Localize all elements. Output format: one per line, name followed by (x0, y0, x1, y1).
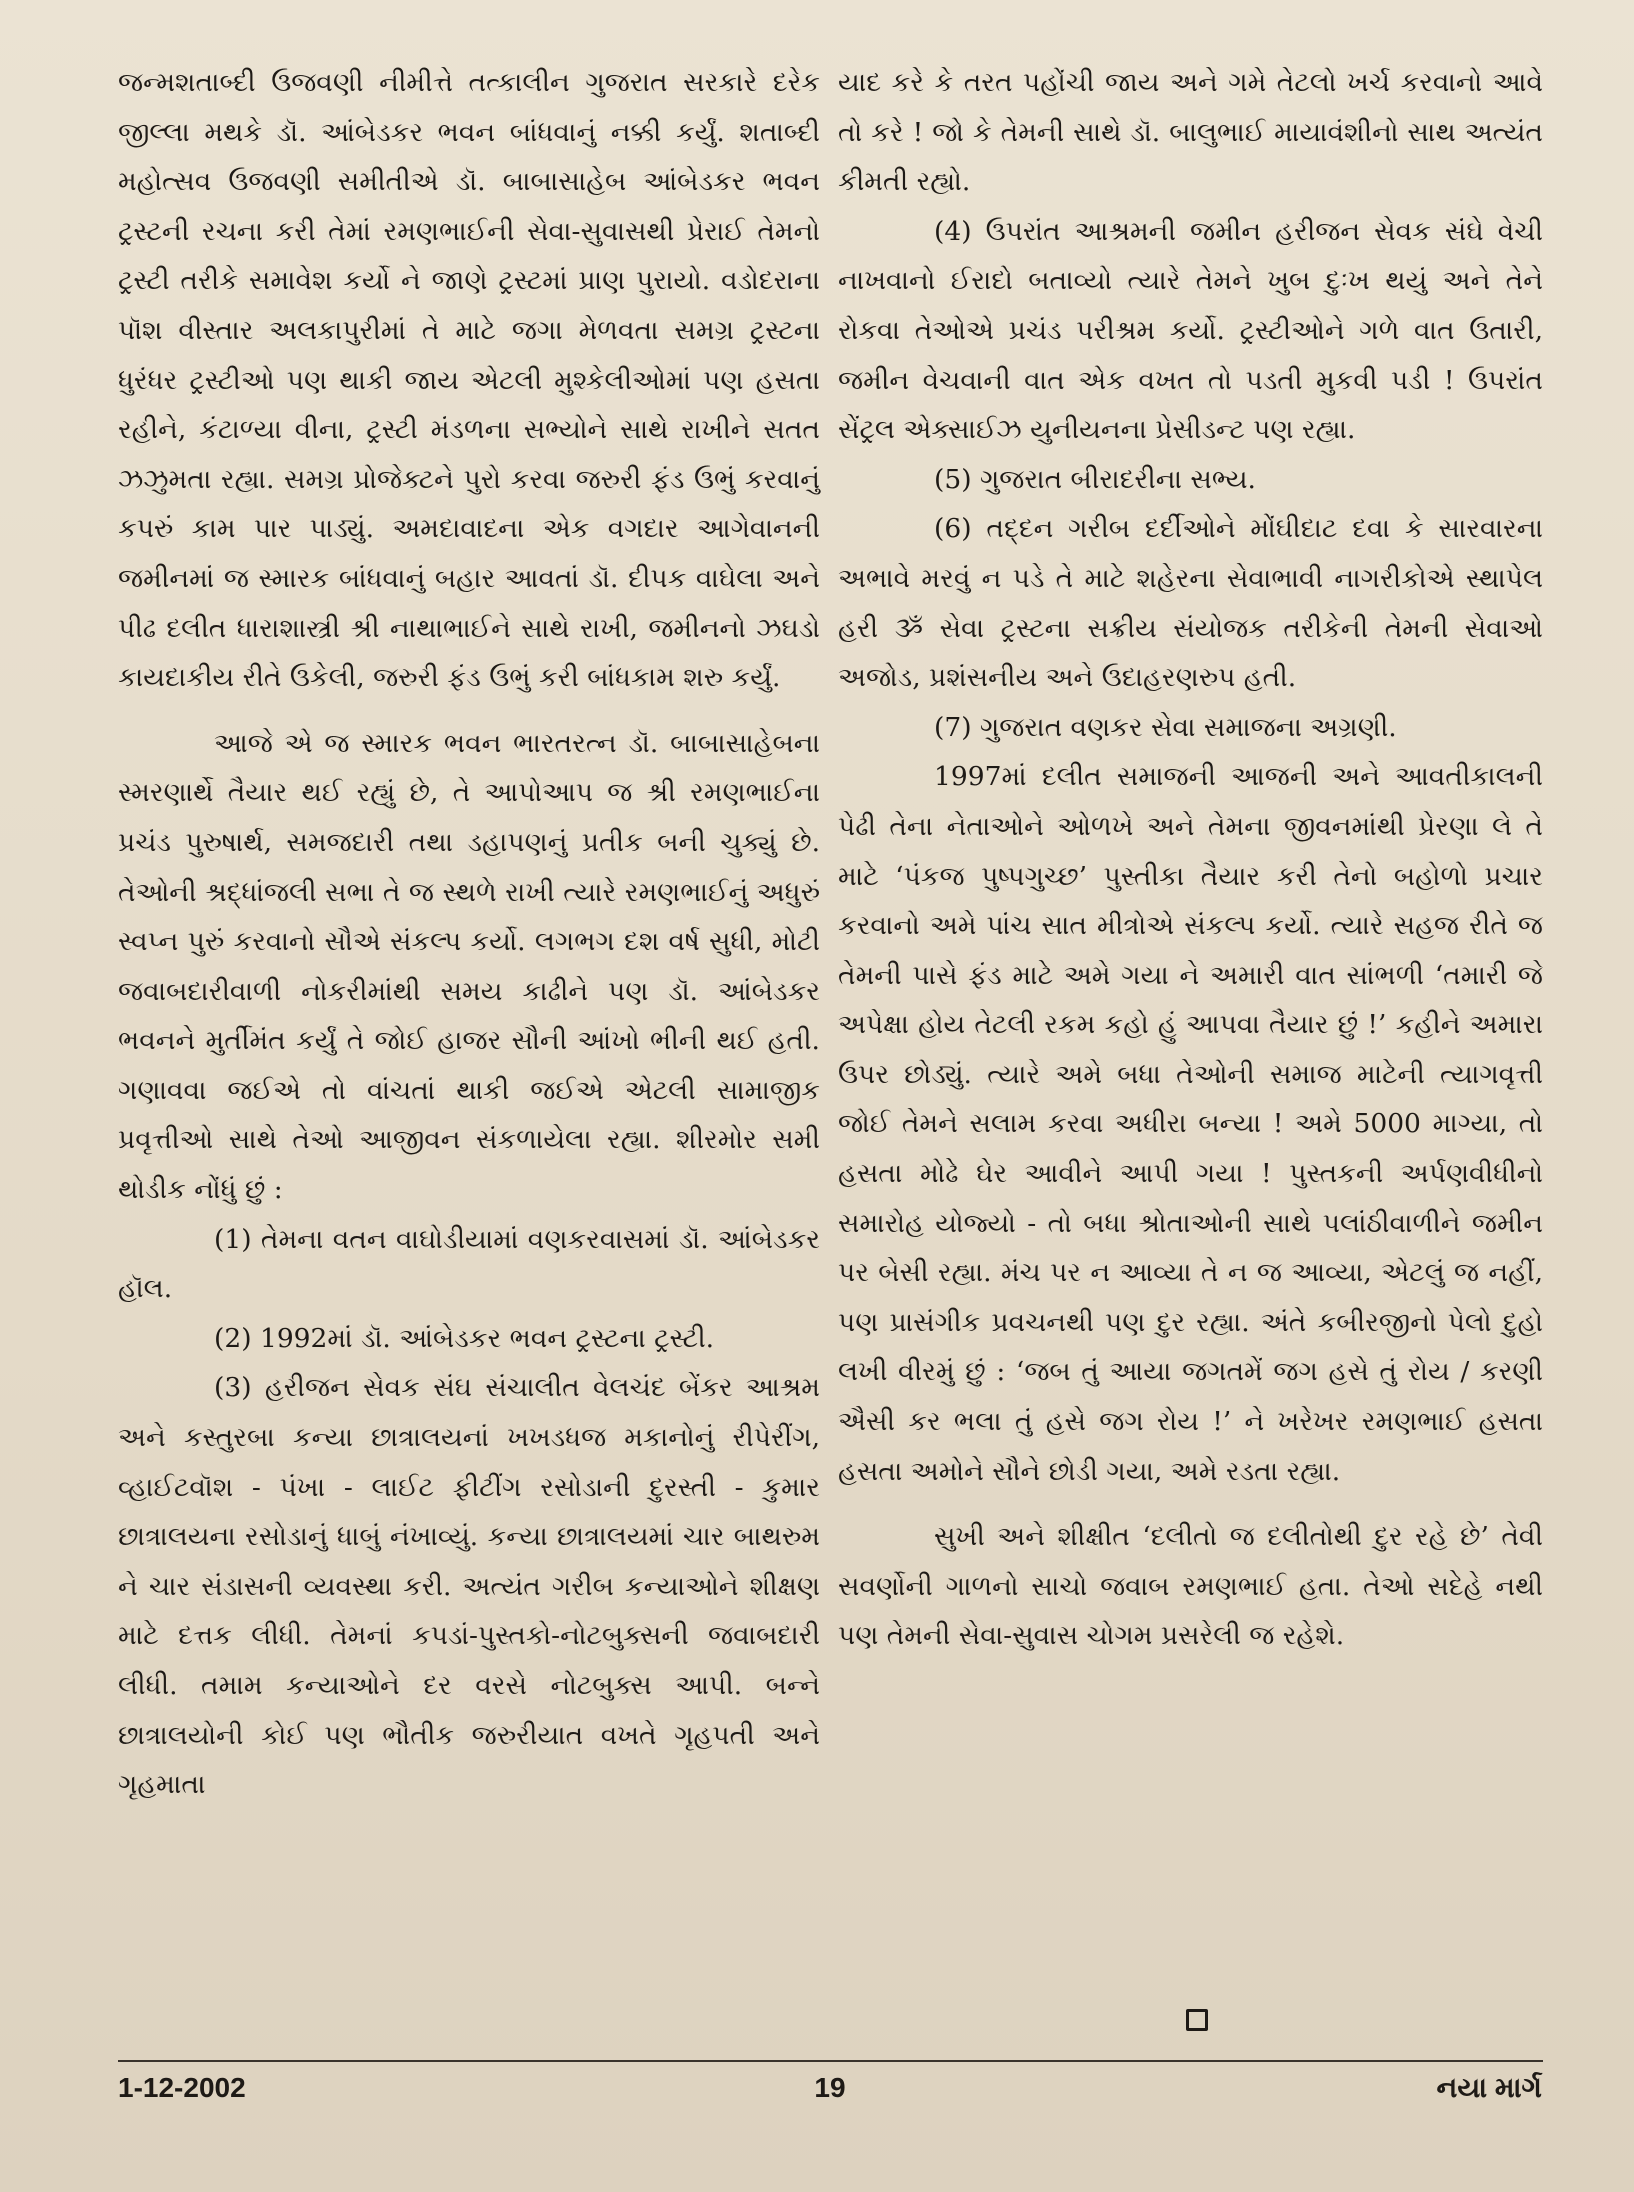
list-item-3: (3) હરીજન સેવક સંઘ સંચાલીત વેલચંદ બેંકર આશ્રમ અને કસ્તુરબા કન્યા છાત્રાલયનાં ખખડધજ મકાનોનું રીપેરીંગ, વ્હાઈટવૉશ - પંખા - લાઈટ ફીટીંગ રસોડાની દુરસ્તી - કુમાર છાત્રાલયના રસોડાનું ધાબું નંખાવ્યું. કન્યા છાત્રાલયમાં ચાર બાથરુમ ને ચાર સંડાસની વ્યવસ્થા કરી. અત્યંત ગરીબ કન્યાઓને શીક્ષણ માટે દત્તક લીધી. તેમનાં કપડાં-પુસ્તકો-નોટબુક્સની જવાબદારી લીધી. તમામ કન્યાઓને દર વરસે નોટબુક્સ આપી. બન્ને છાત્રાલયોની કોઈ પણ ભૌતીક જરુરીયાત વખતે ગૃહપતી અને ગૃહમાતા (118, 1372, 820, 1801)
list-item-1: (1) તેમના વતન વાઘોડીયામાં વણકરવાસમાં ડૉ. આંબેડકર હૉલ. (118, 1223, 820, 1305)
page-number: 19 (814, 2072, 846, 2103)
list-item-2: (2) 1992માં ડૉ. આંબેડકર ભવન ટ્રસ્ટના ટ્રસ્ટી. (214, 1322, 715, 1354)
right-paragraph-closing: સુખી અને શીક્ષીત ‘દલીતો જ દલીતોથી દુર રહે છે’ તેવી સવર્ણોની ગાળનો સાચો જવાબ રમણભાઈ હતા. તેઓ સદેહે નથી પણ તેમની સેવા-સુવાસ ચોગમ પ્રસરેલી જ રહેશે. (838, 1521, 1543, 1652)
list-item-5: (5) ગુજરાત બીરાદરીના સભ્ય. (934, 463, 1256, 495)
right-paragraph-story: 1997માં દલીત સમાજની આજની અને આવતીકાલની પેઢી તેના નેતાઓને ઓળખે અને તેમના જીવનમાંથી પ્રેરણા લે તે માટે ‘પંકજ પુષ્પગુચ્છ’ પુસ્તીકા તૈયાર કરી તેનો બહોળો પ્રચાર કરવાનો અમે પાંચ સાત મીત્રોએ સંકલ્પ કર્યો. ત્યારે સહજ રીતે જ તેમની પાસે ફંડ માટે અમે ગયા ને અમારી વાત સાંભળી ‘તમારી જે અપેક્ષા હોય તેટલી રકમ કહો હું આપવા તૈયાર છું !’ કહીને અમારા ઉપર છોડ્યું. ત્યારે અમે બધા તેઓની સમાજ માટેની ત્યાગવૃત્તી જોઈ તેમને સલામ કરવા અધીરા બન્યા ! અમે 5000 માગ્યા, તો હસતા મોઢે ઘેર આવીને આપી ગયા ! પુસ્તકની અર્પણવીધીનો સમારોહ યોજ્યો - તો બધા શ્રોતાઓની સાથે પલાંઠીવાળીને જમીન પર બેસી રહ્યા. મંચ પર ન આવ્યા તે ન જ આવ્યા, એટલું જ નહીં, પણ પ્રાસંગીક પ્રવચનથી પણ દુર રહ્યા. અંતે કબીરજીનો પેલો દુહો લખી વીરમું છું : ‘જબ તું આયા જગતમેં જગ હસે તું રોય / કરણી ઐસી કર ભલા તું હસે જગ રોય !’ ને ખરેખર રમણભાઈ હસતા હસતા અમોને સૌને છોડી ગયા, અમે રડતા રહ્યા. (838, 761, 1543, 1487)
right-column (838, 58, 1543, 1661)
left-paragraph-2: આજે એ જ સ્મારક ભવન ભારતરત્ન ડૉ. બાબાસાહેબના સ્મરણાર્થે તૈયાર થઈ રહ્યું છે, તે આપોઆપ જ શ્રી રમણભાઈના પ્રચંડ પુરુષાર્થ, સમજદારી તથા ડહાપણનું પ્રતીક બની ચુક્યું છે. તેઓની શ્રદ્ધાંજલી સભા તે જ સ્થળે રાખી ત્યારે રમણભાઈનું અધુરું સ્વપ્ન પુરું કરવાનો સૌએ સંકલ્પ કર્યો. લગભગ દશ વર્ષ સુધી, મોટી જવાબદારીવાળી નોકરીમાંથી સમય કાઢીને પણ ડૉ. આંબેડકર ભવનને મુર્તીમંત કર્યું તે જોઈ હાજર સૌની આંખો ભીની થઈ હતી. ગણાવવા જઈએ તો વાંચતાં થાકી જઈએ એટલી સામાજીક પ્રવૃત્તીઓ સાથે તેઓ આજીવન સંકળાયેલા રહ્યા. શીરમોર સમી થોડીક નોંધું છું : (118, 727, 820, 1206)
list-item-6: (6) તદ્દન ગરીબ દર્દીઓને મોંઘીદાટ દવા કે સારવારના અભાવે મરવું ન પડે તે માટે શહેરના સેવાભાવી નાગરીકોએ સ્થાપેલ હરી ૐ સેવા ટ્રસ્ટના સક્રીય સંયોજક તરીકેની તેમની સેવાઓ અજોડ, પ્રશંસનીય અને ઉદાહરણરુપ હતી. (838, 513, 1543, 694)
left-paragraph-1: જન્મશતાબ્દી ઉજવણી નીમીત્તે તત્કાલીન ગુજરાત સરકારે દરેક જીલ્લા મથકે ડૉ. આંબેડકર ભવન બાંધવાનું નક્કી કર્યું. શતાબ્દી મહોત્સવ ઉજવણી સમીતીએ ડૉ. બાબાસાહેબ આંબેડકર ભવન ટ્રસ્ટની રચના કરી તેમાં રમણભાઈની સેવા-સુવાસથી પ્રેરાઈ તેમનો ટ્રસ્ટી તરીકે સમાવેશ કર્યો ને જાણે ટ્રસ્ટમાં પ્રાણ પુરાયો. વડોદરાના પૉશ વીસ્તાર અલકાપુરીમાં તે માટે જગા મેળવતા સમગ્ર ટ્રસ્ટના ધુરંધર ટ્રસ્ટીઓ પણ થાકી જાય એટલી મુશ્કેલીઓમાં પણ હસતા રહીને, કંટાળ્યા વીના, ટ્રસ્ટી મંડળના સભ્યોને સાથે રાખીને સતત ઝઝુમતા રહ્યા. સમગ્ર પ્રોજેક્ટને પુરો કરવા જરુરી ફંડ ઉભું કરવાનું કપરું કામ પાર પાડ્યું. અમદાવાદના એક વગદાર આગેવાનની જમીનમાં જ સ્મારક બાંધવાનું બહાર આવતાં ડૉ. દીપક વાઘેલા અને પીઢ દલીત ધારાશાસ્ત્રી શ્રી નાથાભાઈને સાથે રાખી, જમીનનો ઝઘડો કાયદાકીય રીતે ઉકેલી, જરુરી ફંડ ઉભું કરી બાંધકામ શરુ કર્યું. (118, 67, 820, 694)
magazine-name: નયા માર્ગ (1436, 2072, 1542, 2103)
footer-divider (118, 2060, 1543, 2062)
list-item-7: (7) ગુજરાત વણકર સેવા સમાજના અગ્રણી. (934, 711, 1397, 743)
left-column (118, 58, 820, 1810)
right-paragraph-1: યાદ કરે કે તરત પહોંચી જાય અને ગમે તેટલો ખર્ચ કરવાનો આવે તો કરે ! જો કે તેમની સાથે ડૉ. બાલુભાઈ માયાવંશીનો સાથ અત્યંત કીમતી રહ્યો. (838, 67, 1543, 198)
article-end-square-icon (1186, 2009, 1208, 2031)
list-item-4: (4) ઉપરાંત આશ્રમની જમીન હરીજન સેવક સંઘે વેચી નાખવાનો ઈરાદો બતાવ્યો ત્યારે તેમને ખુબ દુઃખ થયું અને તેને રોકવા તેઓએ પ્રચંડ પરીશ્રમ કર્યો. ટ્રસ્ટીઓને ગળે વાત ઉતારી, જમીન વેચવાની વાત એક વખત તો પડતી મુકવી પડી ! ઉપરાંત સેંટ્રલ એક્સાઈઝ યુનીયનના પ્રેસીડન્ટ પણ રહ્યા. (838, 215, 1543, 446)
issue-date: 1-12-2002 (118, 2072, 246, 2103)
